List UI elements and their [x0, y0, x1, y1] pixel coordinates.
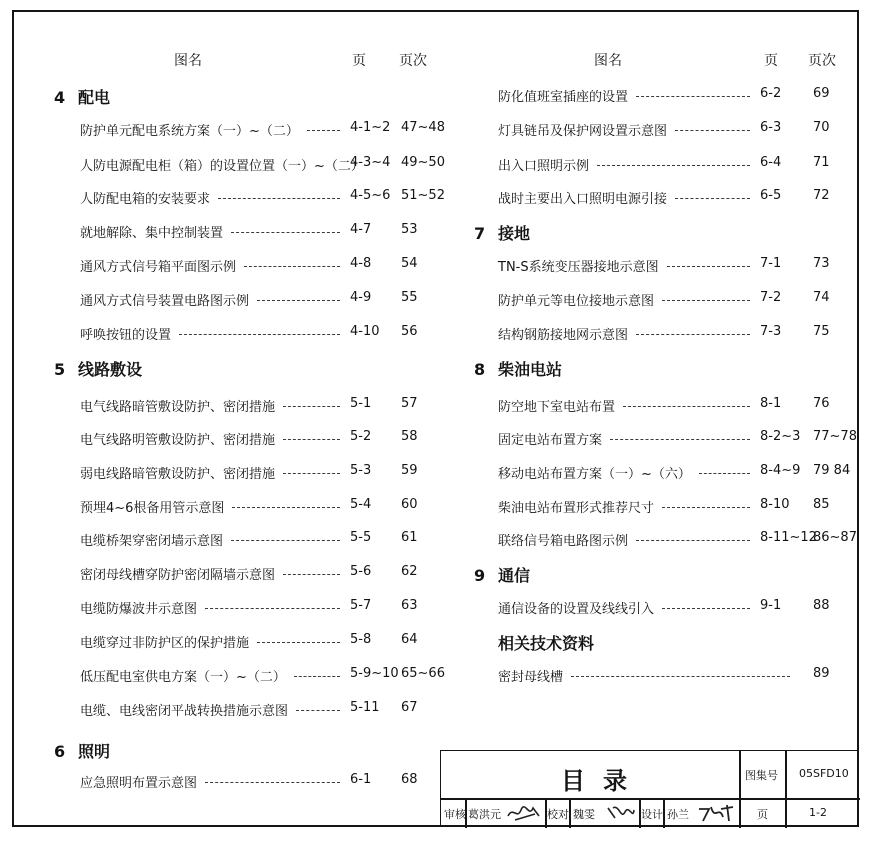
designer-signature — [697, 801, 737, 825]
entry-name: 联络信号箱电路图示例 — [498, 534, 629, 549]
toc-entry — [0, 222, 870, 242]
title-block-row-divider — [441, 798, 860, 800]
entry-name: 战时主要出入口照明电源引接 — [498, 192, 668, 207]
section-number: 9 — [474, 566, 486, 585]
entry-name: 电气线路明管敷设防护、密闭措施 — [80, 433, 276, 448]
dot-leader — [283, 574, 340, 575]
entry-name: 通风方式信号装置电路图示例 — [80, 294, 250, 309]
toc-entry — [0, 497, 870, 517]
entry-pageno: 49~50 — [401, 155, 445, 170]
drawing-title: 目录 — [561, 767, 645, 795]
title-block-cell-divider — [569, 798, 571, 828]
entry-pageno: 73 — [813, 256, 830, 271]
dot-leader — [571, 676, 790, 677]
toc-entry — [0, 290, 870, 310]
entry-name: 人防电源配电柜（箱）的设置位置（一）~（二） — [80, 159, 364, 174]
entry-pageno: 75 — [813, 324, 830, 339]
section-title: 线路敷设 — [78, 360, 143, 379]
section-number: 7 — [474, 224, 486, 243]
entry-name: 通信设备的设置及线线引入 — [498, 602, 655, 617]
entry-page: 8-11~12 — [760, 530, 817, 545]
section-heading — [54, 739, 110, 762]
dot-leader — [623, 406, 750, 407]
entry-page: 8-4~9 — [760, 463, 801, 478]
right-name-header: 图名 — [594, 53, 622, 69]
entry-name: 固定电站布置方案 — [498, 433, 603, 448]
entry-pageno: 70 — [813, 120, 830, 135]
entry-name: TN-S系统变压器接地示意图 — [498, 260, 659, 275]
entry-pageno: 59 — [401, 463, 418, 478]
title-block-col-divider — [739, 751, 741, 828]
entry-page: 4-8 — [350, 256, 372, 271]
entry-name: 密封母线槽 — [498, 670, 564, 685]
section-number: 6 — [54, 742, 66, 761]
section-title: 相关技术资料 — [498, 634, 595, 653]
entry-pageno: 47~48 — [401, 120, 445, 135]
section-heading — [474, 631, 594, 654]
entry-page: 7-3 — [760, 324, 782, 339]
toc-entry — [0, 666, 870, 686]
entry-name: 呼唤按钮的设置 — [80, 328, 172, 343]
section-number: 5 — [54, 360, 66, 379]
entry-page: 5-5 — [350, 530, 372, 545]
entry-pageno: 62 — [401, 564, 418, 579]
entry-page: 4-7 — [350, 222, 372, 237]
section-number: 8 — [474, 360, 486, 379]
entry-pageno: 85 — [813, 497, 830, 512]
section-title: 配电 — [78, 88, 111, 107]
toc-entry — [0, 632, 870, 652]
title-block — [440, 750, 859, 827]
entry-page: 5-7 — [350, 598, 372, 613]
dot-leader — [610, 439, 750, 440]
dot-leader — [636, 334, 750, 335]
entry-name: 预埋4~6根备用管示意图 — [80, 501, 225, 516]
entry-page: 5-1 — [350, 396, 372, 411]
section-title: 柴油电站 — [498, 360, 563, 379]
entry-page: 9-1 — [760, 598, 782, 613]
section-number: 4 — [54, 88, 66, 107]
entry-pageno: 74 — [813, 290, 830, 305]
entry-name: 出入口照明示例 — [498, 159, 590, 174]
design-label: 设计 — [641, 808, 663, 821]
entry-name: 电缆穿过非防护区的保护措施 — [80, 636, 250, 651]
title-block-cell-divider — [663, 798, 665, 828]
entry-page: 8-1 — [760, 396, 782, 411]
entry-pageno: 71 — [813, 155, 830, 170]
dot-leader — [662, 507, 750, 508]
entry-pageno: 68 — [401, 772, 418, 787]
toc-entry — [0, 396, 870, 416]
entry-pageno: 61 — [401, 530, 418, 545]
page-label: 页 — [757, 808, 768, 821]
entry-name: 就地解除、集中控制装置 — [80, 226, 224, 241]
right-page-header: 页 — [764, 53, 778, 69]
review-label: 审核 — [444, 808, 466, 821]
dot-leader — [296, 710, 340, 711]
entry-name: 弱电线路暗管敷设防护、密闭措施 — [80, 467, 276, 482]
entry-pageno: 55 — [401, 290, 418, 305]
entry-name: 电缆防爆波井示意图 — [80, 602, 198, 617]
entry-name: 防护单元等电位接地示意图 — [498, 294, 655, 309]
entry-page: 8-2~3 — [760, 429, 801, 444]
entry-pageno: 72 — [813, 188, 830, 203]
toc-entry — [0, 564, 870, 584]
entry-page: 5-4 — [350, 497, 372, 512]
entry-name: 移动电站布置方案（一）~（六） — [498, 467, 691, 482]
entry-page: 4-9 — [350, 290, 372, 305]
section-title: 照明 — [78, 742, 111, 761]
entry-pageno: 77~78 — [813, 429, 857, 444]
entry-pageno: 67 — [401, 700, 418, 715]
title-block-col-divider — [785, 751, 787, 828]
toc-entry — [0, 463, 870, 483]
dot-leader — [662, 608, 750, 609]
entry-pageno: 63 — [401, 598, 418, 613]
entry-pageno: 58 — [401, 429, 418, 444]
entry-page: 8-10 — [760, 497, 790, 512]
entry-page: 4-1~2 — [350, 120, 391, 135]
entry-page: 5-6 — [350, 564, 372, 579]
toc-entry — [0, 700, 870, 720]
left-page-header: 页 — [352, 53, 366, 69]
designer-name: 孙兰 — [667, 808, 689, 821]
entry-pageno: 65~66 — [401, 666, 445, 681]
toc-entry — [0, 120, 870, 140]
dot-leader — [257, 642, 340, 643]
section-title: 接地 — [498, 224, 531, 243]
section-heading — [474, 563, 530, 586]
entry-pageno: 57 — [401, 396, 418, 411]
checker-signature — [605, 802, 637, 824]
entry-name: 防护单元配电系统方案（一）~（二） — [80, 124, 299, 139]
left-pageno-header: 页次 — [399, 53, 427, 69]
entry-name: 防化值班室插座的设置 — [498, 90, 629, 105]
entry-pageno: 76 — [813, 396, 830, 411]
section-title: 通信 — [498, 566, 531, 585]
entry-name: 电气线路暗管敷设防护、密闭措施 — [80, 400, 276, 415]
entry-page: 5-9~10 — [350, 666, 399, 681]
reviewer-name: 葛洪元 — [468, 808, 501, 821]
entry-page: 7-2 — [760, 290, 782, 305]
section-heading — [474, 357, 562, 380]
entry-pageno: 56 — [401, 324, 418, 339]
entry-name: 应急照明布置示意图 — [80, 776, 198, 791]
dot-leader — [636, 540, 750, 541]
entry-name: 柴油电站布置形式推荐尺寸 — [498, 501, 655, 516]
page-value: 1-2 — [809, 806, 827, 819]
entry-page: 4-10 — [350, 324, 380, 339]
entry-pageno: 86~87 — [813, 530, 857, 545]
dot-leader — [597, 165, 750, 166]
check-label: 校对 — [547, 808, 569, 821]
toc-entry — [0, 429, 870, 449]
entry-name: 结构钢筋接地网示意图 — [498, 328, 629, 343]
entry-name: 密闭母线槽穿防护密闭隔墙示意图 — [80, 568, 276, 583]
dot-leader — [662, 300, 750, 301]
toc-entry — [0, 598, 870, 618]
dot-leader — [699, 473, 750, 474]
entry-pageno: 60 — [401, 497, 418, 512]
toc-entry — [0, 530, 870, 550]
entry-page: 6-1 — [350, 772, 372, 787]
entry-name: 低压配电室供电方案（一）~（二） — [80, 670, 286, 685]
entry-pageno: 79 84 — [813, 463, 851, 478]
section-heading — [54, 357, 142, 380]
toc-entry — [0, 86, 870, 106]
entry-name: 电缆、电线密闭平战转换措施示意图 — [80, 704, 289, 719]
atlas-number-label: 图集号 — [745, 769, 778, 782]
entry-pageno: 88 — [813, 598, 830, 613]
entry-pageno: 69 — [813, 86, 830, 101]
entry-page: 5-3 — [350, 463, 372, 478]
left-name-header: 图名 — [174, 53, 202, 69]
toc-entry — [0, 256, 870, 276]
entry-page: 6-5 — [760, 188, 782, 203]
entry-pageno: 53 — [401, 222, 418, 237]
entry-page: 7-1 — [760, 256, 782, 271]
dot-leader — [675, 130, 750, 131]
entry-page: 4-5~6 — [350, 188, 391, 203]
dot-leader — [231, 232, 340, 233]
entry-name: 电缆桥架穿密闭墙示意图 — [80, 534, 224, 549]
entry-pageno: 54 — [401, 256, 418, 271]
dot-leader — [636, 96, 750, 97]
entry-page: 5-11 — [350, 700, 380, 715]
checker-name: 魏雯 — [573, 808, 595, 821]
reviewer-signature — [505, 802, 543, 824]
entry-name: 防空地下室电站布置 — [498, 400, 616, 415]
entry-page: 5-8 — [350, 632, 372, 647]
toc-entry — [0, 155, 870, 175]
dot-leader — [675, 198, 750, 199]
right-pageno-header: 页次 — [808, 53, 836, 69]
entry-page: 4-3~4 — [350, 155, 391, 170]
entry-name: 人防配电箱的安装要求 — [80, 192, 211, 207]
atlas-number-value: 05SFD10 — [799, 767, 849, 780]
dot-leader — [667, 266, 750, 267]
entry-page: 6-4 — [760, 155, 782, 170]
entry-pageno: 89 — [813, 666, 830, 681]
entry-name: 通风方式信号箱平面图示例 — [80, 260, 237, 275]
entry-page: 6-3 — [760, 120, 782, 135]
entry-pageno: 51~52 — [401, 188, 445, 203]
entry-pageno: 64 — [401, 632, 418, 647]
section-heading — [474, 221, 530, 244]
toc-entry — [0, 324, 870, 344]
entry-name: 灯具链吊及保护网设置示意图 — [498, 124, 668, 139]
toc-entry — [0, 188, 870, 208]
dot-leader — [205, 782, 340, 783]
entry-page: 6-2 — [760, 86, 782, 101]
entry-page: 5-2 — [350, 429, 372, 444]
